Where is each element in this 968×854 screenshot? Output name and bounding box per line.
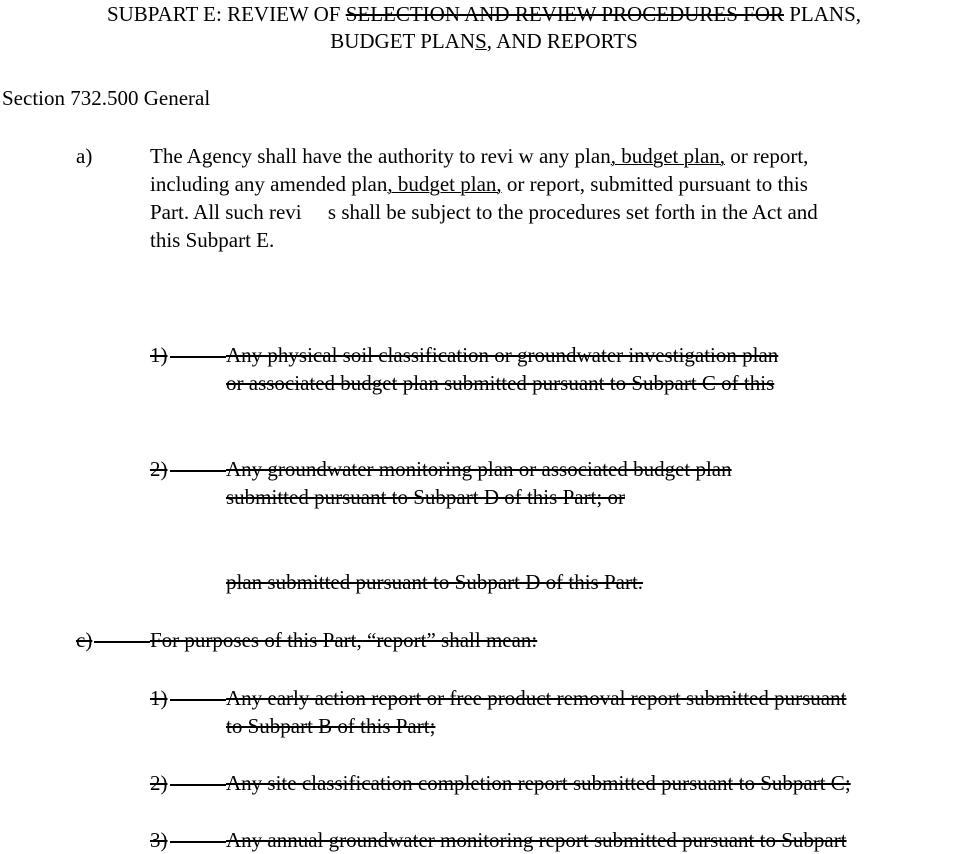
text-run: or report, submitted pursuant to this [501,172,808,196]
strike-leader [170,784,226,786]
paragraph-line [150,170,955,198]
heading-struck-text: SELECTION AND REVIEW PROCEDURES FOR [345,2,784,26]
struck-item-line: or associated budget plan submitted pursuant to Subpart C of this [226,371,775,395]
struck-item-line: Any groundwater monitoring plan or associated budget plan [226,457,732,481]
paragraph-line: Part. All such revi s shall be subject to the procedures set forth in the Act and [150,200,818,224]
paragraph-a [150,142,955,254]
strike-leader [170,699,226,701]
struck-item-label: 2) [150,457,168,481]
struck-item-line: Any annual groundwater monitoring report submitted pursuant to Subpart [226,828,847,852]
struck-item-label: 1) [150,686,168,710]
heading-text: , AND REPORTS [486,29,638,53]
heading-underlined-text: S [475,29,487,53]
struck-paragraph-label-c: c) [76,628,93,652]
struck-paragraph-c: For purposes of this Part, “report” shall mean: [150,628,538,652]
text-run: or report, [725,144,809,168]
section-title: Section 732.500 General [2,86,211,110]
strike-leader [94,641,150,643]
paragraph-line: this Subpart E. [150,228,275,252]
struck-item-line: Any physical soil classification or groundwater investigation plan [226,343,779,367]
paragraph-line [150,142,955,170]
subpart-heading-line-1 [0,0,968,28]
text-run: including any amended plan [150,172,388,196]
subpart-heading-line-2 [0,27,968,55]
struck-item-label: 3) [150,828,168,852]
underlined-insert: , budget plan, [610,144,726,168]
underlined-insert: , budget plan, [387,172,502,196]
text-run: The Agency shall have the authority to revi w any plan [150,144,611,168]
heading-text: BUDGET PLAN [330,29,476,53]
struck-item-line: Any early action report or free product removal report submitted pursuant [226,686,847,710]
struck-item-line: plan submitted pursuant to Subpart D of this Part. [226,570,644,594]
heading-text: PLANS, [784,2,862,26]
struck-item-label: 1) [150,343,168,367]
struck-item-label: 2) [150,771,168,795]
strike-leader [170,356,226,358]
heading-text: SUBPART E: REVIEW OF [106,2,346,26]
paragraph-label-a: a) [76,144,93,168]
struck-item-line: Any site classification completion report submitted pursuant to Subpart C; [226,771,851,795]
struck-item-line: to Subpart B of this Part; [226,714,436,738]
struck-item-line: submitted pursuant to Subpart D of this Part; or [226,485,625,509]
strike-leader [170,841,226,843]
strike-leader [170,470,226,472]
